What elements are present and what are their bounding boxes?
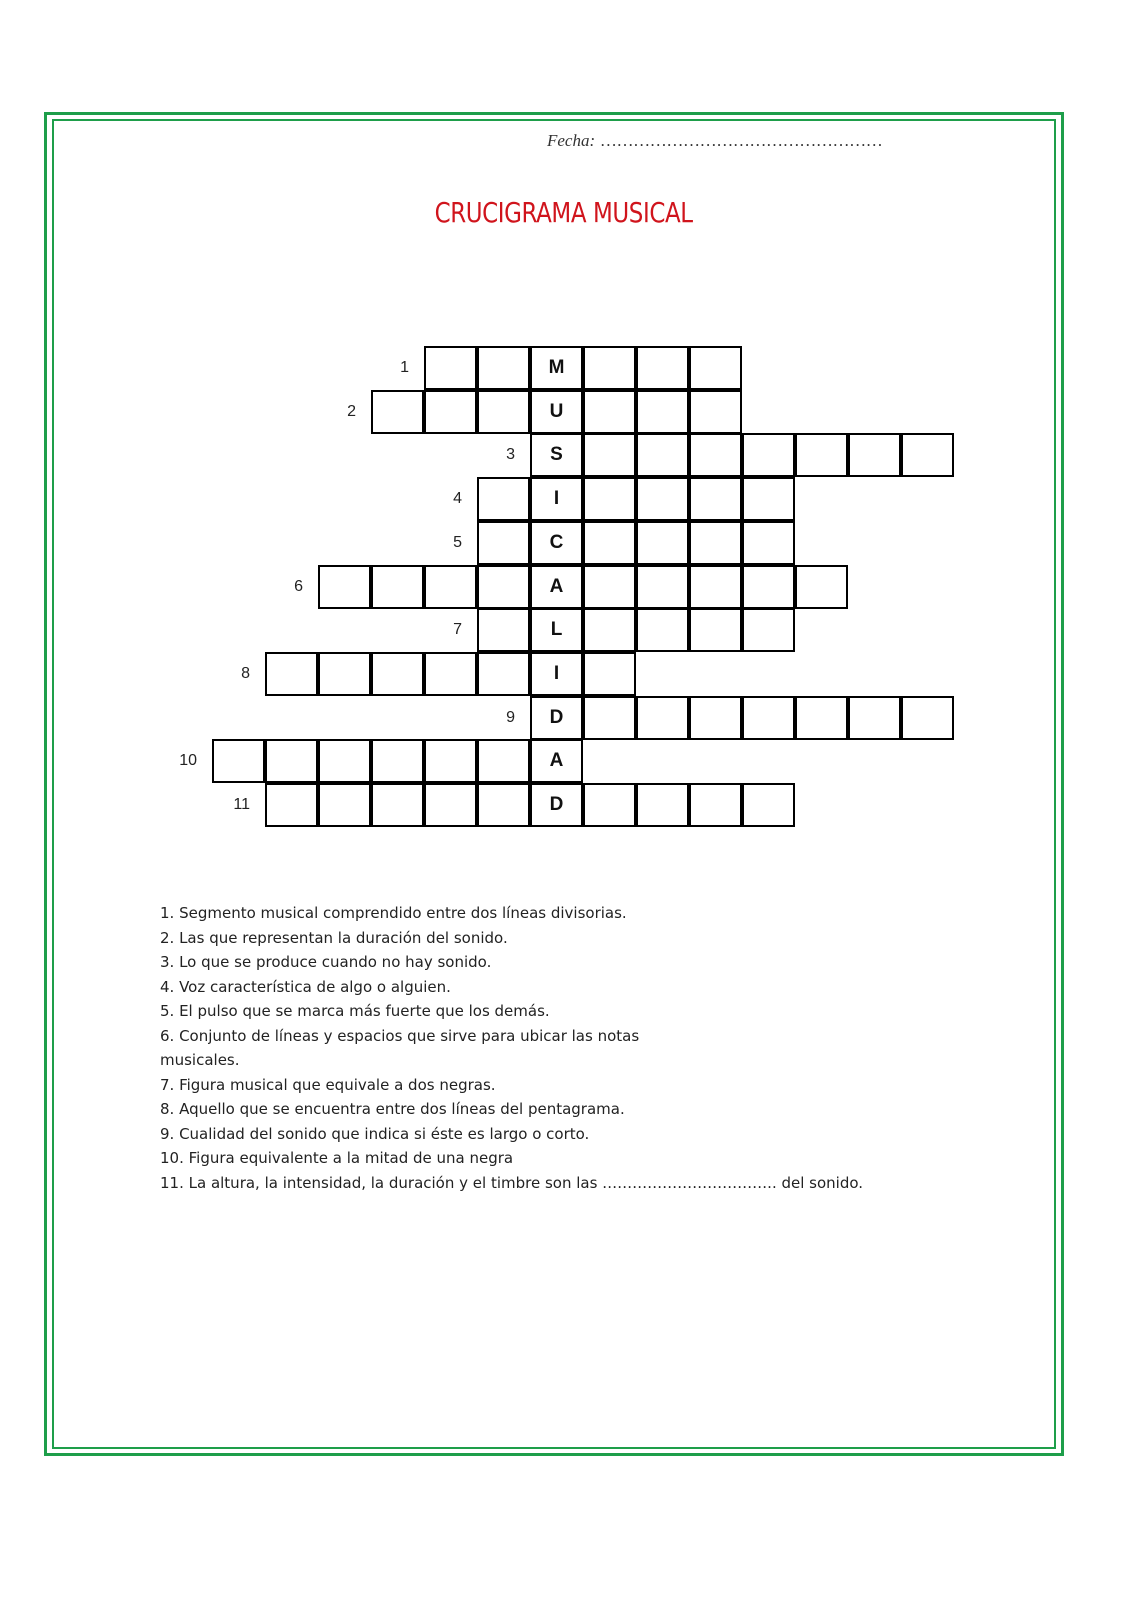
answer-cell[interactable]: [636, 521, 689, 565]
answer-cell[interactable]: [265, 783, 318, 827]
answer-cell[interactable]: [742, 608, 795, 652]
answer-cell[interactable]: [636, 565, 689, 609]
clue-list: [160, 901, 940, 1195]
answer-cell[interactable]: [318, 565, 371, 609]
answer-cell[interactable]: [795, 696, 848, 740]
answer-cell[interactable]: [689, 433, 742, 477]
clue-number: 6: [294, 577, 303, 595]
key-letter-cell[interactable]: S: [530, 433, 583, 477]
key-letter-cell[interactable]: M: [530, 346, 583, 390]
answer-cell[interactable]: [742, 696, 795, 740]
clue-number: 5: [453, 533, 462, 551]
clue-item: 6. Conjunto de líneas y espacios que sirve para ubicar las notas musicales.: [160, 1026, 640, 1069]
clue-item: 8. Aquello que se encuentra entre dos líneas del pentagrama.: [160, 1100, 625, 1118]
answer-cell[interactable]: [371, 565, 424, 609]
answer-cell[interactable]: [636, 783, 689, 827]
answer-cell[interactable]: [636, 696, 689, 740]
clue-item: 7. Figura musical que equivale a dos negras.: [160, 1075, 496, 1094]
clue-item: 10. Figura equivalente a la mitad de una negra: [160, 1149, 514, 1167]
page-title: CRUCIGRAMA MUSICAL: [434, 196, 693, 229]
date-field: [547, 131, 884, 151]
answer-cell[interactable]: [848, 696, 901, 740]
answer-cell[interactable]: [689, 346, 742, 390]
key-letter-cell[interactable]: L: [530, 608, 583, 652]
key-letter-cell[interactable]: D: [530, 696, 583, 740]
answer-cell[interactable]: [901, 433, 954, 477]
key-letter-cell[interactable]: U: [530, 390, 583, 434]
key-letter-cell[interactable]: I: [530, 652, 583, 696]
answer-cell[interactable]: [742, 783, 795, 827]
clue-number: 11: [233, 796, 250, 813]
answer-cell[interactable]: [583, 521, 636, 565]
answer-cell[interactable]: [477, 477, 530, 521]
answer-cell[interactable]: [901, 696, 954, 740]
answer-cell[interactable]: [477, 783, 530, 827]
answer-cell[interactable]: [636, 433, 689, 477]
answer-cell[interactable]: [318, 783, 371, 827]
answer-cell[interactable]: [689, 565, 742, 609]
answer-cell[interactable]: [689, 390, 742, 434]
answer-cell[interactable]: [318, 739, 371, 783]
answer-cell[interactable]: [424, 652, 477, 696]
clue-item: 2. Las que representan la duración del sonido.: [160, 928, 508, 947]
answer-cell[interactable]: [477, 608, 530, 652]
answer-cell[interactable]: [477, 521, 530, 565]
key-letter-cell[interactable]: A: [530, 739, 583, 783]
clue-item: 4. Voz característica de algo o alguien.: [160, 977, 451, 996]
answer-cell[interactable]: [795, 565, 848, 609]
answer-cell[interactable]: [371, 739, 424, 783]
answer-cell[interactable]: [742, 565, 795, 609]
answer-cell[interactable]: [689, 783, 742, 827]
answer-cell[interactable]: [477, 346, 530, 390]
answer-cell[interactable]: [636, 390, 689, 434]
clue-item: 3. Lo que se produce cuando no hay sonido.: [160, 953, 492, 971]
clue-number: 7: [453, 621, 462, 639]
answer-cell[interactable]: [424, 565, 477, 609]
answer-cell[interactable]: [477, 652, 530, 696]
answer-cell[interactable]: [477, 390, 530, 434]
answer-cell[interactable]: [371, 783, 424, 827]
answer-cell[interactable]: [689, 477, 742, 521]
answer-cell[interactable]: [424, 739, 477, 783]
answer-cell[interactable]: [636, 346, 689, 390]
answer-cell[interactable]: [583, 565, 636, 609]
answer-cell[interactable]: [689, 608, 742, 652]
answer-cell[interactable]: [371, 652, 424, 696]
answer-cell[interactable]: [583, 346, 636, 390]
answer-cell[interactable]: [265, 652, 318, 696]
date-label: Fecha:: [547, 131, 596, 150]
key-letter-cell[interactable]: D: [530, 783, 583, 827]
answer-cell[interactable]: [742, 521, 795, 565]
answer-cell[interactable]: [265, 739, 318, 783]
answer-cell[interactable]: [583, 433, 636, 477]
date-blank: ……………………………………………: [601, 131, 884, 150]
answer-cell[interactable]: [583, 783, 636, 827]
answer-cell[interactable]: [424, 390, 477, 434]
key-letter-cell[interactable]: C: [530, 521, 583, 565]
answer-cell[interactable]: [636, 477, 689, 521]
key-letter-cell[interactable]: I: [530, 477, 583, 521]
clue-item: 11. La altura, la intensidad, la duración y el timbre son las …………………………….. del sonido.: [160, 1173, 864, 1192]
clue-item: 5. El pulso que se marca más fuerte que los demás.: [160, 1002, 550, 1020]
answer-cell[interactable]: [795, 433, 848, 477]
answer-cell[interactable]: [742, 433, 795, 477]
clue-number: 9: [506, 708, 515, 726]
answer-cell[interactable]: [636, 608, 689, 652]
key-letter-cell[interactable]: A: [530, 565, 583, 609]
answer-cell[interactable]: [477, 565, 530, 609]
clue-number: 4: [453, 490, 462, 508]
clue-number: 8: [241, 664, 250, 682]
answer-cell[interactable]: [689, 696, 742, 740]
clue-number: 2: [347, 402, 356, 420]
answer-cell[interactable]: [848, 433, 901, 477]
answer-cell[interactable]: [583, 390, 636, 434]
clue-number: 3: [506, 446, 515, 464]
answer-cell[interactable]: [318, 652, 371, 696]
clue-item: 1. Segmento musical comprendido entre dos líneas divisorias.: [160, 904, 627, 922]
answer-cell[interactable]: [424, 346, 477, 390]
answer-cell[interactable]: [371, 390, 424, 434]
answer-cell[interactable]: [583, 608, 636, 652]
answer-cell[interactable]: [424, 783, 477, 827]
answer-cell[interactable]: [212, 739, 265, 783]
clue-number: 10: [179, 752, 197, 770]
clue-number: 1: [400, 359, 409, 376]
answer-cell[interactable]: [583, 652, 636, 696]
clue-item: 9. Cualidad del sonido que indica si éste es largo o corto.: [160, 1124, 590, 1143]
answer-cell[interactable]: [742, 477, 795, 521]
answer-cell[interactable]: [583, 696, 636, 740]
answer-cell[interactable]: [477, 739, 530, 783]
answer-cell[interactable]: [689, 521, 742, 565]
answer-cell[interactable]: [583, 477, 636, 521]
